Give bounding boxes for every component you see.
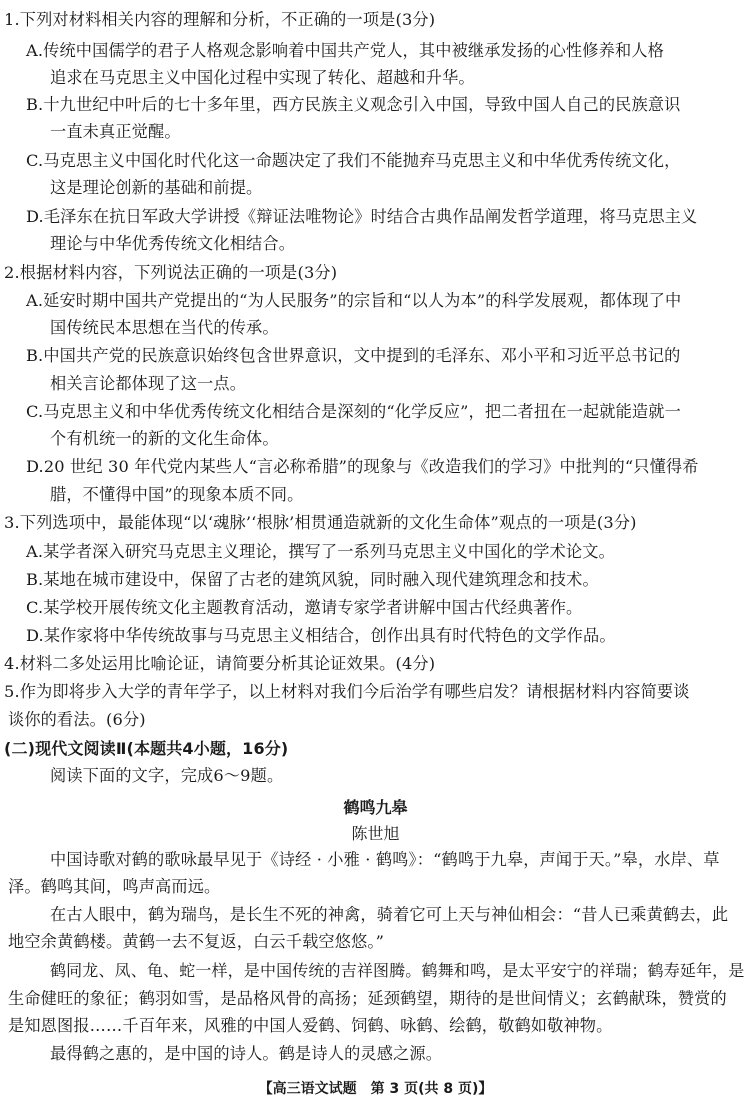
question-3-option-d: D.某作家将中华传统故事与马克思主义相结合，创作出具有时代特色的文学作品。 (26, 626, 616, 645)
question-1-option-c-cont: 这是理论创新的基础和前提。 (50, 178, 263, 197)
question-3-option-a: A.某学者深入研究马克思主义理论，撰写了一系列马克思主义中国化的学术论文。 (26, 542, 615, 561)
question-3-stem: 3.下列选项中，最能体现“以‘魂脉’‘根脉’相贯通造就新的文化生命体”观点的一项是(3分) (4, 513, 637, 532)
section-heading: (二)现代文阅读Ⅱ(本题共4小题，16分) (4, 739, 289, 758)
question-2-option-b: B.中国共产党的民族意识始终包含世界意识，文中提到的毛泽东、邓小平和习近平总书记的 (26, 346, 681, 365)
paragraph-3-cont-2: 是知恩图报……千百年来，风雅的中国人爱鹤、饲鹤、咏鹤、绘鹤，敬鹤如敬神物。 (8, 1016, 613, 1035)
question-2-stem: 2.根据材料内容，下列说法正确的一项是(3分) (4, 263, 338, 282)
question-5: 5.作为即将步入大学的青年学子，以上材料对我们今后治学有哪些启发？请根据材料内容简要谈 (4, 682, 690, 701)
question-1-option-c: C.马克思主义中国化时代化这一命题决定了我们不能抛弃马克思主义和中华优秀传统文化， (26, 151, 681, 170)
question-2-option-d: D.20 世纪 30 年代党内某些人“言必称希腊”的现象与《改造我们的学习》中批判的“只懂得希 (26, 457, 699, 476)
question-4: 4.材料二多处运用比喻论证，请简要分析其论证效果。(4分) (4, 654, 436, 673)
question-1-option-b-cont: 一直未真正觉醒。 (50, 122, 181, 141)
question-2-option-b-cont: 相关言论都体现了这一点。 (50, 374, 247, 393)
article-author: 陈世旭 (351, 824, 400, 843)
paragraph-1: 中国诗歌对鹤的歌咏最早见于《诗经 · 小雅 · 鹤鸣》：“鹤鸣于九皋，声闻于天。”皋，水岸、草 (50, 850, 720, 869)
question-1-option-a: A.传统中国儒学的君子人格观念影响着中国共产党人，其中被继承发扬的心性修养和人格 (26, 41, 664, 60)
question-1-option-b: B.十九世纪中叶后的七十多年里，西方民族主义观念引入中国，导致中国人自己的民族意识 (26, 95, 681, 114)
question-2-option-a: A.延安时期中国共产党提出的“为人民服务”的宗旨和“以人为本”的科学发展观，都体现了中 (26, 291, 682, 310)
paragraph-1-cont: 泽。鹤鸣其间，鸣声高而远。 (8, 877, 221, 896)
question-2-option-a-cont: 国传统民本思想在当代的传承。 (50, 318, 279, 337)
question-2-option-d-cont: 腊，不懂得中国”的现象本质不同。 (50, 485, 304, 504)
paragraph-4: 最得鹤之惠的，是中国的诗人。鹤是诗人的灵感之源。 (50, 1044, 443, 1063)
article-title: 鹤鸣九皋 (343, 798, 408, 817)
paragraph-3: 鹤同龙、凤、龟、蛇一样，是中国传统的吉祥图腾。鹤舞和鸣，是太平安宁的祥瑞；鹤寿延年，是 (50, 961, 745, 980)
question-3-option-c: C.某学校开展传统文化主题教育活动，邀请专家学者讲解中国古代经典著作。 (26, 598, 583, 617)
question-1-option-a-cont: 追求在马克思主义中国化过程中实现了转化、超越和升华。 (50, 68, 475, 87)
paragraph-3-cont-1: 生命健旺的象征；鹤羽如雪，是品格风骨的高扬；延颈鹤望，期待的是世间情义；玄鹤献珠，赞赏的 (8, 989, 727, 1008)
paragraph-2: 在古人眼中，鹤为瑞鸟，是长生不死的神禽，骑着它可上天与神仙相会：“昔人已乘黄鹤去，此 (50, 905, 729, 924)
paragraph-2-cont: 地空余黄鹤楼。黄鹤一去不复返，白云千载空悠悠。” (8, 932, 385, 951)
section-instruction: 阅读下面的文字，完成6～9题。 (50, 766, 284, 785)
question-2-option-c-cont: 个有机统一的新的文化生命体。 (50, 429, 279, 448)
question-1-option-d-cont: 理论与中华优秀传统文化相结合。 (50, 234, 296, 253)
question-2-option-c: C.马克思主义和中华优秀传统文化相结合是深刻的“化学反应”，把二者扭在一起就能造就一 (26, 402, 681, 421)
question-5-cont: 谈你的看法。(6分) (8, 710, 146, 729)
question-1-stem: 1.下列对材料相关内容的理解和分析，不正确的一项是(3分) (4, 10, 436, 29)
page-footer: 【高三语文试题 第 3 页(共 8 页)】 (258, 1081, 493, 1097)
question-3-option-b: B.某地在城市建设中，保留了古老的建筑风貌，同时融入现代建筑理念和技术。 (26, 570, 599, 589)
question-1-option-d: D.毛泽东在抗日军政大学讲授《辩证法唯物论》时结合古典作品阐发哲学道理，将马克思主义 (26, 207, 698, 226)
